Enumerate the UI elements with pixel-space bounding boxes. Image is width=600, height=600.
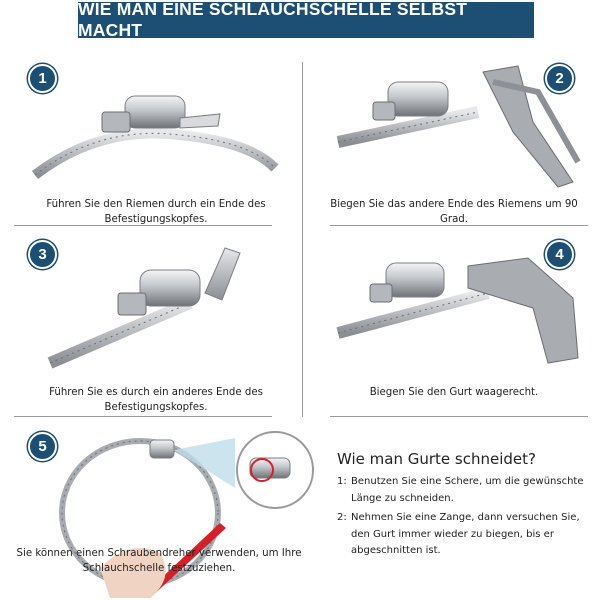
cutting-heading: Wie man Gurte schneidet? xyxy=(337,450,536,468)
cutting-item xyxy=(337,510,587,560)
step-3-illustration xyxy=(40,238,290,378)
step-1-illustration xyxy=(30,80,290,190)
step-5-badge: 5 xyxy=(28,432,57,461)
step-3-caption: Führen Sie es durch ein anderes Ende des Befestigungskopfes. xyxy=(49,387,263,413)
cutting-item-number: 1: xyxy=(337,476,347,487)
step-1-caption: Führen Sie den Riemen durch ein Ende des Befestigungskopfes. xyxy=(46,199,266,225)
step-2-caption: Biegen Sie das andere Ende des Riemens um 90 Grad. xyxy=(330,199,578,225)
cutting-instructions xyxy=(337,474,587,563)
horizontal-divider-right-bottom xyxy=(330,416,588,417)
step-1-badge: 1 xyxy=(28,64,57,93)
step-4-caption: Biegen Sie den Gurt waagerecht. xyxy=(369,387,539,398)
cutting-item-text: Nehmen Sie eine Zange, dann versuchen Sie, den Gurt immer wieder zu biegen, bis er abgeschnitten ist. xyxy=(351,512,580,556)
horizontal-divider-left-bottom xyxy=(14,416,272,417)
step-2-illustration xyxy=(318,62,588,192)
step-5-caption: Sie können einen Schraubendreher verwenden, um Ihre Schlauchschelle festzuziehen. xyxy=(16,548,302,574)
cutting-item xyxy=(337,474,587,507)
step-4-illustration xyxy=(318,238,588,378)
step-3-badge: 3 xyxy=(28,240,57,269)
cutting-item-number: 2: xyxy=(337,512,347,523)
page-title: WIE MAN EINE SCHLAUCHSCHELLE SELBST MACHT xyxy=(78,2,534,38)
cutting-item-text: Benutzen Sie eine Schere, um die gewünschte Länge zu schneiden. xyxy=(351,476,584,504)
step-4-badge: 4 xyxy=(545,240,574,269)
vertical-divider xyxy=(302,62,303,417)
step-2-badge: 2 xyxy=(545,64,574,93)
